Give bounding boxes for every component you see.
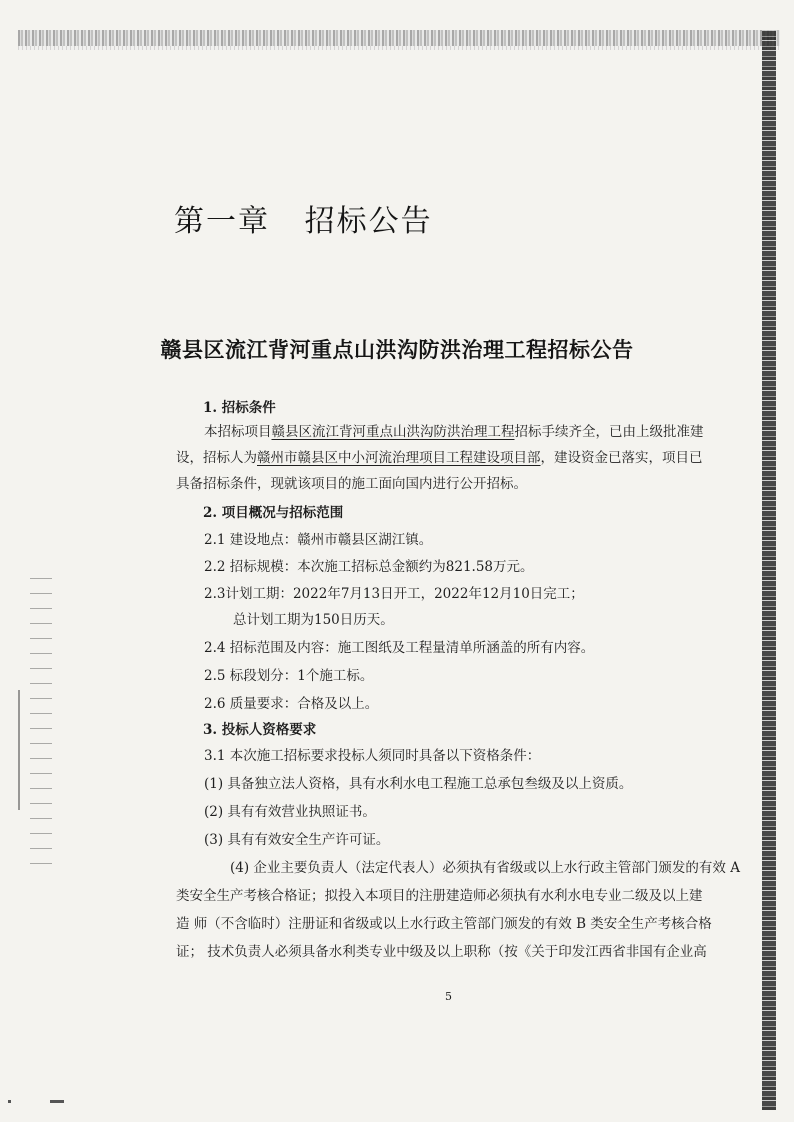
scan-edge-right — [762, 30, 776, 1110]
chapter-heading — [174, 196, 433, 240]
section-heading-qualification: 3. 投标人资格要求 — [203, 722, 317, 738]
scan-noise-top — [18, 30, 780, 46]
item-quality: 2.6 质量要求：合格及以上。 — [204, 696, 379, 712]
item-qualification-intro: 3.1 本次施工招标要求投标人须同时具备以下资格条件： — [204, 748, 541, 764]
page-number: 5 — [445, 990, 452, 1003]
project-name: 赣县区流江背河重点山洪沟防洪治理工程 — [271, 424, 515, 440]
qualification-4-line4: 证； 技术负责人必须具备水利类专业中级及以上职称（按《关于印发江西省非国有企业高 — [176, 944, 707, 960]
text: 本招标项目 — [204, 424, 272, 440]
chapter-number: 第一章 — [174, 204, 270, 239]
scan-speck — [8, 1100, 11, 1103]
section-heading-overview: 2. 项目概况与招标范围 — [203, 505, 344, 521]
qualification-4-line2: 类安全生产考核合格证；拟投入本项目的注册建造师必须执有水利水电专业二级及以上建 — [176, 888, 703, 904]
qualification-4-line1: (4) 企业主要负责人（法定代表人）必须执有省级或以上水行政主管部门颁发的有效 A — [230, 860, 740, 876]
paragraph-line: 具备招标条件，现就该项目的施工面向国内进行公开招标。 — [176, 476, 527, 492]
tenderer-name: 赣州市赣县区中小河流治理项目工程建设项目部 — [257, 450, 541, 466]
document-title: 赣县区流江背河重点山洪沟防洪治理工程招标公告 — [160, 338, 634, 362]
qualification-4-line3: 造 师（不含临时）注册证和省级或以上水行政主管部门颁发的有效 B 类安全生产考核合格 — [176, 916, 712, 932]
text: 招标手续齐全，已由上级批准建 — [514, 424, 704, 440]
item-location: 2.1 建设地点：赣州市赣县区湖江镇。 — [204, 532, 433, 548]
item-schedule: 2.3计划工期：2022年7月13日开工，2022年12月10日完工； — [204, 586, 584, 602]
scan-noise-top-fine — [18, 46, 780, 50]
item-schedule-total: 总计划工期为150日历天。 — [233, 612, 394, 628]
item-scope: 2.4 招标范围及内容：施工图纸及工程量清单所涵盖的所有内容。 — [204, 640, 595, 656]
item-scale: 2.2 招标规模：本次施工招标总金额约为821.58万元。 — [204, 559, 534, 575]
qualification-2: (2) 具有有效营业执照证书。 — [204, 804, 376, 820]
chapter-title: 招标公告 — [304, 204, 433, 239]
qualification-1: (1) 具备独立法人资格，具有水利水电工程施工总承包叁级及以上资质。 — [204, 776, 633, 792]
section-heading-conditions: 1. 招标条件 — [203, 400, 276, 416]
text: 设，招标人为 — [176, 450, 257, 466]
paragraph-line — [176, 446, 703, 466]
scan-binding-line — [18, 690, 20, 810]
item-lots: 2.5 标段划分：1个施工标。 — [204, 668, 374, 684]
qualification-3: (3) 具有有效安全生产许可证。 — [204, 832, 390, 848]
scan-binding-marks — [30, 570, 52, 870]
paragraph-line — [204, 420, 704, 440]
scan-speck — [50, 1100, 64, 1103]
text: ，建设资金已落实，项目已 — [540, 450, 703, 466]
